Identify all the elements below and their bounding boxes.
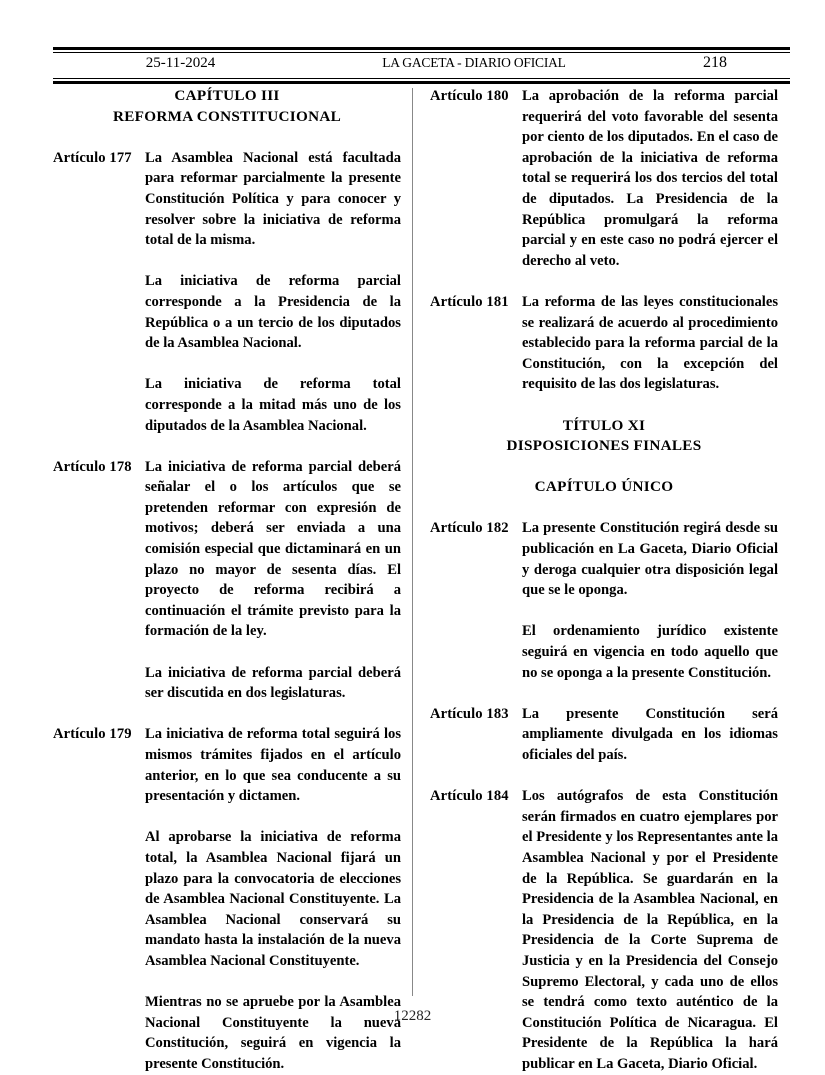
spacer bbox=[430, 457, 778, 478]
article-177-paragraph-3: La iniciativa de reforma total corresponde a la mitad más uno de los diputados de la Asamblea Nacional. bbox=[145, 376, 401, 434]
article-184-paragraph-1: Los autógrafos de esta Constitución serán firmados en cuatro ejemplares por el Presidente y los Representantes ante la Asamblea Nacional y por el Presidente de la República. Se guardarán en la Presidencia de la Asamblea Nacional, en la Presidencia de la República, en la Presidencia de la Corte Suprema de Justicia y en la Presidencia del Consejo Supremo Electoral, y cada uno de ellos se tendrá como texto auténtico de la Constitución Política de Nicaragua. El Presidente de la República la hará publicar en La Gaceta, Diario Oficial. bbox=[522, 788, 778, 1072]
article-184 bbox=[430, 786, 778, 1074]
article-179-paragraph-1: La iniciativa de reforma total seguirá los mismos trámites fijados en el artículo anterior, en lo que sea conducente a su presentación y dictamen. bbox=[145, 726, 401, 805]
article-178-paragraph-2: La iniciativa de reforma parcial deberá ser discutida en dos legislaturas. bbox=[145, 664, 401, 702]
header-page-number: 218 bbox=[703, 54, 727, 71]
column-divider bbox=[412, 88, 413, 996]
article-182-paragraph-2: El ordenamiento jurídico existente seguirá en vigencia en todo aquello que no se oponga a la presente Constitución. bbox=[522, 623, 778, 681]
heading-capitulo-unico: CAPÍTULO ÚNICO bbox=[534, 478, 674, 496]
right-column bbox=[430, 86, 778, 1075]
article-178-paragraph-1: La iniciativa de reforma parcial deberá señalar el o los artículos que se pretenden reformar con expresión de motivos; deberá ser enviada a una comisión especial que dictaminará en un plazo no mayor de sesenta días. El proyecto de reforma recibirá a continuación el trámite previsto para la formación de la ley. bbox=[145, 458, 401, 640]
article-182-paragraph-1: La presente Constitución regirá desde su publicación en La Gaceta, Diario Oficial y deroga cualquier otra disposición legal que se le oponga. bbox=[522, 520, 778, 599]
spacer bbox=[53, 127, 401, 148]
article-181-paragraph-1: La reforma de las leyes constitucionales se realizará de acuerdo al procedimiento establecido para la reforma parcial de la Constitución, con la excepción del requisito de las dos legislaturas. bbox=[522, 293, 778, 393]
article-180 bbox=[430, 86, 778, 271]
spacer bbox=[430, 766, 778, 787]
spacer bbox=[53, 807, 401, 828]
heading-capitulo-iii: CAPÍTULO III bbox=[174, 87, 280, 104]
heading-disposiciones-finales: DISPOSICIONES FINALES bbox=[506, 437, 702, 455]
spacer bbox=[430, 498, 778, 519]
header-row bbox=[53, 53, 790, 78]
spacer bbox=[53, 251, 401, 272]
article-183 bbox=[430, 704, 778, 766]
article-179-label: Artículo 179 bbox=[53, 726, 132, 743]
article-178 bbox=[53, 457, 401, 642]
article-182 bbox=[430, 518, 778, 600]
right-heading-group-titulo bbox=[430, 416, 778, 457]
article-177-paragraph-2: La iniciativa de reforma parcial corresponde a la Presidencia de la República o a un tercio de los diputados de la Asamblea Nacional. bbox=[145, 273, 401, 352]
article-179-paragraph-3: Mientras no se apruebe por la Asamblea Nacional Constituyente la nueva Constitución, seguirá en vigencia la presente Constitución. bbox=[145, 994, 401, 1072]
heading-reforma-constitucional: REFORMA CONSTITUCIONAL bbox=[112, 107, 342, 125]
article-179-paragraph-2: Al aprobarse la iniciativa de reforma total, la Asamblea Nacional fijará un plazo para la convocatoria de elecciones de Asamblea Nacional Constituyente. La Asamblea Nacional conservará su mandato hasta la instalación de la nueva Asamblea Nacional Constituyente. bbox=[145, 829, 401, 969]
article-179 bbox=[53, 724, 401, 806]
spacer bbox=[430, 395, 778, 416]
article-177-label: Artículo 177 bbox=[53, 149, 132, 166]
spacer bbox=[430, 683, 778, 704]
spacer bbox=[53, 972, 401, 993]
spacer bbox=[53, 704, 401, 725]
header-publication-title: LA GACETA - DIARIO OFICIAL bbox=[382, 55, 566, 70]
article-181-label: Artículo 181 bbox=[430, 293, 509, 310]
spacer bbox=[53, 436, 401, 457]
heading-titulo-xi: TÍTULO XI bbox=[562, 416, 646, 434]
header-rule-bottom-thick bbox=[53, 81, 790, 84]
spacer bbox=[430, 271, 778, 292]
article-183-paragraph-1: La presente Constitución será ampliamente divulgada en los idiomas oficiales del país. bbox=[522, 705, 778, 763]
spacer bbox=[430, 601, 778, 622]
article-181 bbox=[430, 292, 778, 395]
article-178-label: Artículo 178 bbox=[53, 458, 132, 475]
article-182-label: Artículo 182 bbox=[430, 520, 509, 537]
spacer bbox=[53, 642, 401, 663]
left-column bbox=[53, 86, 401, 1075]
page-header bbox=[53, 47, 790, 84]
spacer bbox=[53, 354, 401, 375]
page-footer bbox=[0, 1008, 825, 1025]
article-180-paragraph-1: La aprobación de la reforma parcial requerirá del voto favorable del sesenta por ciento de los diputados. En el caso de aprobación de la iniciativa de reforma total se requerirá los dos tercios del total de diputados. La Presidencia de la República promulgará la reforma parcial y en este caso no podrá ejercer el derecho al veto. bbox=[522, 88, 778, 269]
left-heading-group bbox=[53, 86, 401, 127]
footer-folio: 12282 bbox=[393, 1008, 432, 1024]
article-180-label: Artículo 180 bbox=[430, 88, 509, 104]
article-184-label: Artículo 184 bbox=[430, 788, 509, 805]
article-177-paragraph-1: La Asamblea Nacional está facultada para reformar parcialmente la presente Constitución Política y para conocer y resolver sobre la iniciativa de reforma total de la misma. bbox=[145, 149, 401, 249]
article-183-label: Artículo 183 bbox=[430, 705, 509, 722]
header-date: 25-11-2024 bbox=[145, 55, 216, 71]
article-177 bbox=[53, 148, 401, 251]
